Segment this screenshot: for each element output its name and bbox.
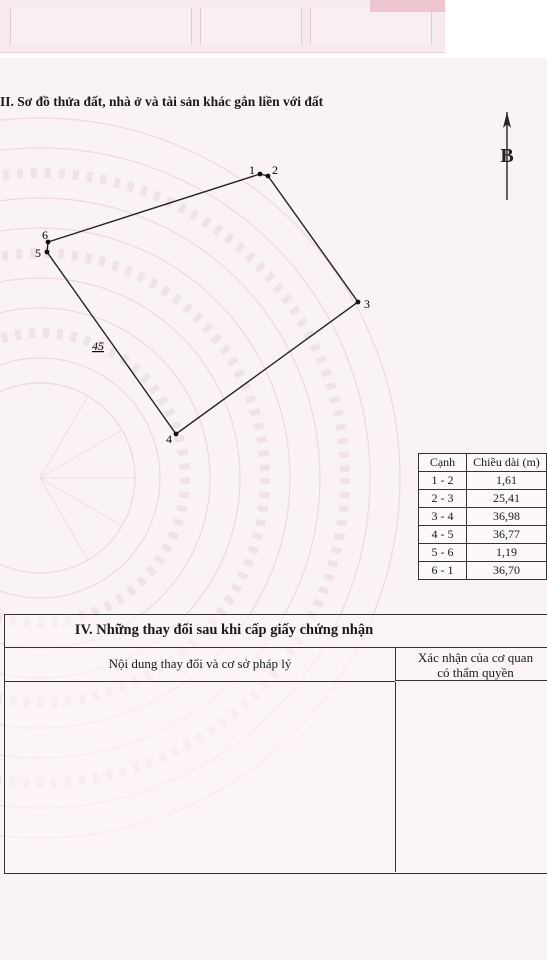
- table-header-row: [419, 454, 547, 472]
- header-edge: Cạnh: [419, 454, 467, 472]
- header-length: Chiều dài (m): [466, 454, 546, 472]
- table-row: [419, 544, 547, 562]
- edge-cell: 4 - 5: [419, 526, 467, 544]
- vertex-label-2: 2: [272, 163, 278, 177]
- table-row: [419, 562, 547, 580]
- confirmation-header-line1: Xác nhận của cơ quan: [417, 650, 534, 665]
- table-row: [419, 472, 547, 490]
- vertex-marker: [266, 174, 271, 179]
- vertex-marker: [258, 172, 263, 177]
- vertex-label-4: 4: [166, 432, 172, 446]
- table-row: [419, 508, 547, 526]
- north-label: B: [500, 145, 514, 167]
- table-row: [419, 490, 547, 508]
- vertex-label-5: 5: [35, 246, 41, 260]
- length-cell: 1,61: [466, 472, 546, 490]
- edge-cell: 2 - 3: [419, 490, 467, 508]
- vertex-label-6: 6: [42, 228, 48, 242]
- edge-length-table: [418, 453, 547, 580]
- edge-cell: 1 - 2: [419, 472, 467, 490]
- vertex-marker: [356, 300, 361, 305]
- changes-section: [4, 614, 547, 874]
- parcel-boundary: [47, 174, 358, 434]
- changes-confirmation-area: [395, 682, 547, 872]
- edge-cell: 6 - 1: [419, 562, 467, 580]
- confirmation-header-line2: có thẩm quyền: [437, 665, 514, 680]
- edge-cell: 3 - 4: [419, 508, 467, 526]
- changes-content-header: Nội dung thay đổi và cơ sở pháp lý: [5, 648, 395, 682]
- changes-confirmation-header: [395, 648, 547, 681]
- land-parcel-plot: [0, 0, 547, 460]
- length-cell: 36,77: [466, 526, 546, 544]
- vertex-marker: [45, 250, 50, 255]
- length-cell: 1,19: [466, 544, 546, 562]
- section-title: II. Sơ đồ thửa đất, nhà ở và tài sản khác gắn liền với đất: [0, 94, 324, 109]
- vertex-label-1: 1: [249, 163, 255, 177]
- table-row: [419, 526, 547, 544]
- length-cell: 36,98: [466, 508, 546, 526]
- vertex-marker: [174, 432, 179, 437]
- changes-content-area: [5, 682, 395, 872]
- changes-title: IV. Những thay đổi sau khi cấp giấy chứng nhận: [5, 615, 547, 648]
- vertex-label-3: 3: [364, 297, 370, 311]
- length-cell: 25,41: [466, 490, 546, 508]
- edge-cell: 5 - 6: [419, 544, 467, 562]
- length-cell: 36,70: [466, 562, 546, 580]
- parcel-number: 45: [92, 339, 104, 353]
